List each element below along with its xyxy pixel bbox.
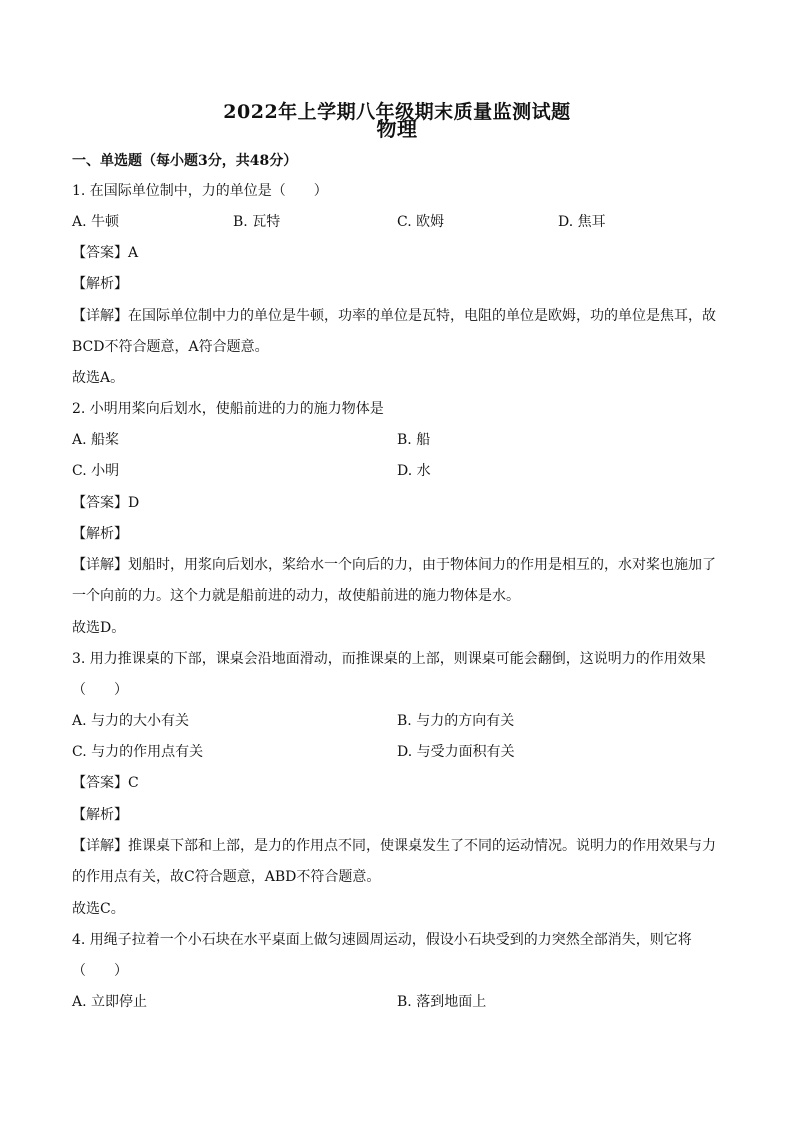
question-2-stem: 2. 小明用桨向后划水，使船前进的力的施力物体是 [72, 401, 384, 417]
question-4-stem-cont: （ ） [72, 963, 128, 979]
question-3-option-c: C. 与力的作用点有关 [72, 744, 204, 760]
question-1-choice: 故选A。 [72, 370, 125, 386]
question-3-detail-cont: 的作用点有关，故C符合题意，ABD不符合题意。 [72, 869, 381, 885]
question-3-answer: 【答案】C [72, 775, 139, 791]
subject-title: 物理 [376, 117, 418, 141]
question-3-option-b: B. 与力的方向有关 [397, 713, 515, 729]
question-3-detail: 【详解】推课桌下部和上部，是力的作用点不同，使课桌发生了不同的运动情况。说明力的作用效果与力 [72, 838, 716, 854]
question-4-option-a: A. 立即停止 [72, 994, 148, 1010]
question-3-analysis: 【解析】 [72, 807, 128, 823]
question-3-stem: 3. 用力推课桌的下部，课桌会沿地面滑动，而推课桌的上部，则课桌可能会翻倒，这说明力的作用效果 [72, 651, 706, 667]
question-2-choice: 故选D。 [72, 620, 126, 636]
question-2-detail: 【详解】划船时，用浆向后划水，桨给水一个向后的力，由于物体间力的作用是相互的，水对桨也施加了 [72, 557, 716, 573]
question-3-stem-cont: （ ） [72, 682, 128, 698]
question-2-answer: 【答案】D [72, 495, 140, 511]
question-1-stem: 1. 在国际单位制中，力的单位是（ ） [72, 183, 328, 199]
question-2-analysis: 【解析】 [72, 526, 128, 542]
question-3-choice: 故选C。 [72, 901, 125, 917]
question-3-option-a: A. 与力的大小有关 [72, 713, 190, 729]
question-2-option-a: A. 船桨 [72, 432, 120, 448]
question-1-detail: 【详解】在国际单位制中力的单位是牛顿，功率的单位是瓦特，电阻的单位是欧姆，功的单位是焦耳，故 [72, 308, 716, 324]
question-2-option-d: D. 水 [397, 463, 431, 479]
question-4-stem: 4. 用绳子拉着一个小石块在水平桌面上做匀速圆周运动，假设小石块受到的力突然全部消失，则它将 [72, 932, 692, 948]
question-3-option-d: D. 与受力面积有关 [397, 744, 515, 760]
section-heading: 一、单选题（每小题3分，共48分） [72, 153, 298, 169]
question-1-option-b: B. 瓦特 [233, 214, 281, 230]
question-1-option-c: C. 欧姆 [397, 214, 445, 230]
question-1-analysis: 【解析】 [72, 276, 128, 292]
question-2-detail-cont: 一个向前的力。这个力就是船前进的动力，故使船前进的施力物体是水。 [72, 588, 520, 604]
question-1-answer: 【答案】A [72, 245, 139, 261]
exam-title: 2022年上学期八年级期末质量监测试题 [223, 101, 571, 123]
question-1-option-a: A. 牛顿 [72, 214, 120, 230]
question-4-option-b: B. 落到地面上 [397, 994, 487, 1010]
question-2-option-b: B. 船 [397, 432, 431, 448]
question-1-detail-cont: BCD不符合题意，A符合题意。 [72, 339, 269, 355]
question-1-option-d: D. 焦耳 [558, 214, 606, 230]
question-2-option-c: C. 小明 [72, 463, 120, 479]
